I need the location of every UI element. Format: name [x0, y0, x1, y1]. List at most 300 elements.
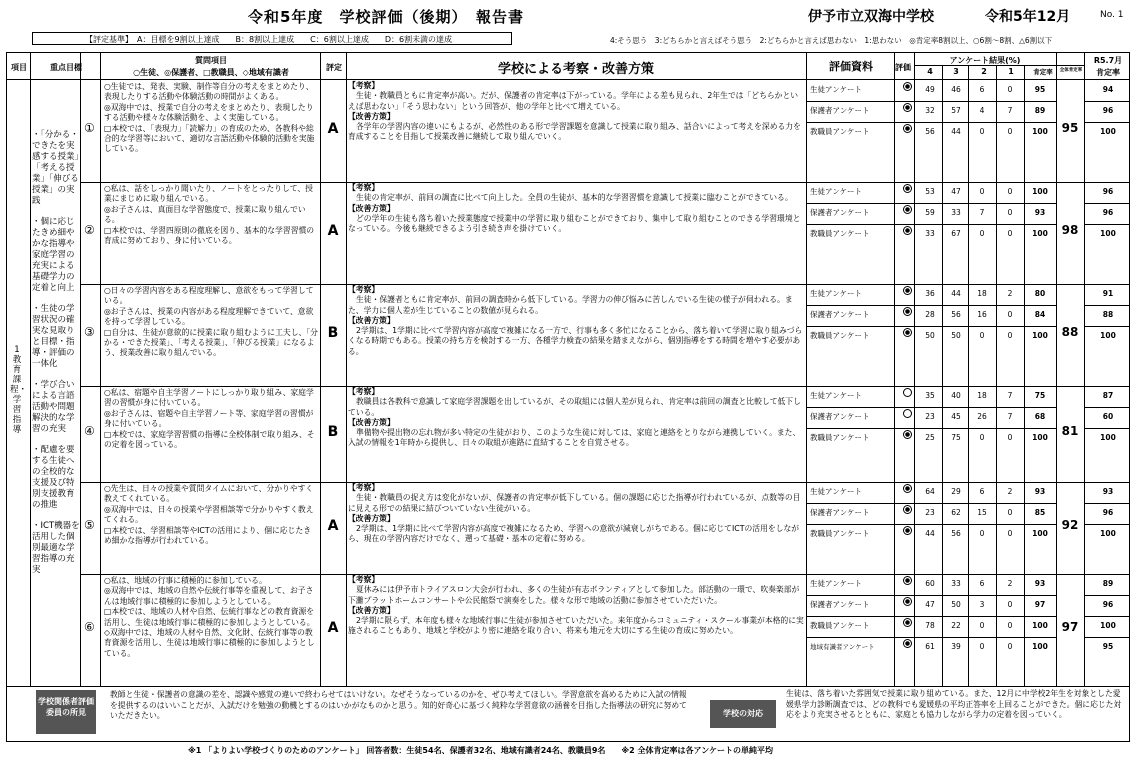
improvement-body: 各学年の学習内容の違いにもよるが、必然性のある形で学習課題を意識して授業に取り組み、話合いによって考えを深める力を育成することを目指して授業改善に継続して取り組んでいく。 — [348, 122, 801, 142]
col-material: 評価資料 — [829, 60, 873, 73]
survey-result-row — [810, 484, 1130, 500]
result-rate: 97 — [1034, 600, 1046, 609]
grid-line — [806, 52, 807, 686]
result-rate: 93 — [1034, 208, 1046, 217]
survey-result-row — [810, 618, 1130, 634]
grid-line — [996, 65, 997, 686]
result-v2: 6 — [979, 579, 985, 588]
col-rate: 肯定率 — [1033, 68, 1053, 76]
survey-item: ◎双海中では、日々の授業や学習相談等で分かりやすく教えてくれる。 — [104, 504, 314, 525]
result-v3: 75 — [951, 433, 961, 442]
result-v1: 0 — [1007, 621, 1013, 630]
col-eval: 評価 — [895, 63, 911, 72]
col-r5-rate: 肯定率 — [1096, 68, 1120, 77]
result-v1: 2 — [1007, 579, 1013, 588]
result-label: 保護者アンケート — [810, 208, 870, 217]
result-v4: 23 — [925, 508, 935, 517]
result-v2: 0 — [979, 529, 985, 538]
result-prev: 100 — [1100, 127, 1116, 136]
result-v4: 33 — [925, 229, 935, 238]
survey-item: ◎双海中では、地域の自然や伝統行事等を重視して、お子さんは地域行事に積極的に参加しようとしている。 — [104, 586, 314, 606]
grade-value: B — [327, 424, 339, 440]
improvement-heading: 【改善方策】 — [348, 315, 395, 325]
result-prev: 100 — [1100, 621, 1116, 630]
consideration-body: 夏休みには伊予市トライアスロン大会が行われ、多くの生徒が有志ボランティアとして参加した。部活動の一環で、吹奏楽部が下灘プラットホームコンサートや公民館祭で演奏をした。様々な形で地域の活動に参加させていただいた。 — [348, 585, 800, 605]
result-rate: 85 — [1034, 508, 1046, 517]
result-rate: 95 — [1034, 85, 1046, 94]
result-v2: 0 — [979, 331, 985, 340]
result-prev: 100 — [1100, 331, 1116, 340]
result-divider — [806, 616, 1056, 617]
school-response-label: 学校の対応 — [710, 700, 776, 728]
survey-items — [104, 184, 318, 246]
row-number: ⑤ — [84, 518, 95, 532]
survey-items — [104, 82, 318, 155]
consideration-body: 教職員は各教科で意識して家庭学習課題を出しているが、その取組には個人差が見られ、肯定率は前回の調査と比較して低下している。 — [348, 397, 801, 417]
result-v3: 45 — [951, 412, 961, 421]
survey-result-row — [810, 124, 1130, 140]
mark-circle-icon — [903, 184, 912, 193]
result-v2: 16 — [977, 310, 987, 319]
result-v4: 47 — [925, 600, 935, 609]
row-number: ② — [84, 223, 95, 237]
survey-item: □自分は、生徒が意欲的に授業に取り組むように工夫し、「分かる・できた授業」、「考える授業」、「伸びる授業」になるよう、授業改善に取り組んでいる。 — [104, 327, 318, 358]
result-prev: 87 — [1102, 391, 1114, 400]
survey-result-row — [810, 286, 1130, 302]
consideration-text — [348, 285, 804, 357]
mark-circle-icon — [903, 82, 912, 91]
result-v1: 0 — [1007, 642, 1013, 651]
result-v3: 67 — [951, 229, 961, 238]
mark-circle-icon — [903, 205, 912, 214]
result-divider — [1084, 637, 1130, 638]
result-label: 地域有識者アンケート — [810, 643, 875, 651]
consideration-text — [348, 387, 804, 449]
result-v4: 53 — [925, 187, 935, 196]
result-prev: 96 — [1102, 600, 1114, 609]
result-v1: 0 — [1007, 187, 1013, 196]
result-rate: 68 — [1034, 412, 1046, 421]
result-divider — [1084, 595, 1130, 596]
result-v4: 35 — [925, 391, 935, 400]
goal: ・学び合いによる言語活動や問題解決的な学習の充実 — [32, 380, 75, 434]
result-divider — [806, 326, 1056, 327]
survey-item: ○私は、話をしっかり聞いたり、ノートをとったりして、授業にまじめに取り組んでいる。 — [104, 184, 313, 204]
result-prev: 96 — [1102, 106, 1114, 115]
goals — [32, 130, 80, 586]
result-label: 教職員アンケート — [810, 331, 870, 340]
overall-rate: 97 — [1061, 620, 1079, 634]
result-rate: 93 — [1034, 579, 1046, 588]
col-3: 3 — [953, 67, 959, 76]
result-v3: 39 — [951, 642, 961, 651]
result-rate: 100 — [1032, 621, 1048, 630]
mark-circle-icon — [903, 430, 912, 439]
result-divider — [806, 305, 1056, 306]
mark-circle-icon — [903, 526, 912, 535]
result-v1: 0 — [1007, 229, 1013, 238]
consideration-body: 生徒・保護者ともに肯定率が、前回の調査時から低下している。学習力の伸び悩みに苦しんでいる生徒の様子が伺われる。また、学力に個人差が生じていることの数値が見られる。 — [348, 295, 793, 315]
result-divider — [1084, 524, 1130, 525]
result-v3: 33 — [951, 579, 961, 588]
result-prev: 91 — [1102, 289, 1114, 298]
result-v2: 18 — [977, 391, 987, 400]
goal: ・生徒の学習状況の確実な見取りと目標・指導・評価の一体化 — [32, 304, 75, 369]
result-divider — [1084, 101, 1130, 102]
result-label: 教職員アンケート — [810, 529, 870, 538]
result-label: 生徒アンケート — [810, 391, 863, 400]
result-prev: 96 — [1102, 187, 1114, 196]
col-item: 項目 — [11, 63, 27, 72]
result-v3: 56 — [951, 529, 961, 538]
result-label: 教職員アンケート — [810, 621, 870, 630]
mark-circle-icon — [903, 307, 912, 316]
result-v1: 0 — [1007, 508, 1013, 517]
col-survey: 質問項目 — [195, 56, 227, 65]
survey-item: ◎お子さんは、宿題や自主学習ノート等、家庭学習の習慣が身に付いている。 — [104, 408, 314, 429]
survey-item: ◎お子さんは、授業の内容がある程度理解できていて、意欲を持って学習している。 — [104, 306, 314, 327]
overall-rate: 88 — [1061, 325, 1079, 339]
grade-value: A — [327, 121, 339, 137]
survey-items — [104, 286, 318, 359]
col-total: 全体肯定率 — [1059, 68, 1083, 73]
survey-items — [104, 576, 318, 659]
result-v4: 61 — [925, 642, 935, 651]
consideration-text — [348, 183, 804, 234]
result-rate: 100 — [1032, 187, 1048, 196]
result-v2: 6 — [979, 487, 985, 496]
result-v1: 2 — [1007, 487, 1013, 496]
survey-result-row — [810, 307, 1130, 323]
result-v2: 0 — [979, 642, 985, 651]
result-v4: 56 — [925, 127, 935, 136]
result-rate: 100 — [1032, 642, 1048, 651]
result-rate: 75 — [1034, 391, 1046, 400]
survey-result-row — [810, 103, 1130, 119]
result-divider — [806, 503, 1056, 504]
mark-circle-icon — [903, 388, 912, 397]
result-v1: 7 — [1007, 412, 1013, 421]
survey-item: ○先生は、日々の授業や質問タイムにおいて、分かりやすく教えてくれている。 — [104, 484, 314, 504]
result-v4: 23 — [925, 412, 935, 421]
result-divider — [1084, 326, 1130, 327]
school-name: 伊予市立双海中学校 — [808, 9, 934, 25]
improvement-body: 2学期は、1学期に比べて学習内容が高度で複雑になる一方で、行事も多く多忙になることから、落ち着いて学習に取り組みづらくなる時期でもある。授業の持ち方を検討する一方、各種学力検査の結果を踏まえながら、個別指導をする時間を増やす必要がある。 — [348, 326, 803, 356]
result-divider — [806, 101, 1056, 102]
survey-result-row — [810, 526, 1130, 542]
result-v1: 0 — [1007, 127, 1013, 136]
col-4: 4 — [927, 67, 933, 76]
col-1: 1 — [1008, 67, 1014, 76]
result-label: 保護者アンケート — [810, 310, 870, 319]
item-label: 1 教育課程・学習指導 — [10, 345, 28, 435]
result-v1: 0 — [1007, 310, 1013, 319]
survey-result-row — [810, 205, 1130, 221]
result-v3: 44 — [951, 127, 961, 136]
result-v1: 7 — [1007, 106, 1013, 115]
survey-item: □本校では、学習四原則の徹底を図り、基本的な学習習慣の育成に努めており、身に付いている。 — [104, 225, 315, 246]
overall-rate: 95 — [1061, 121, 1079, 135]
result-divider — [1084, 407, 1130, 408]
survey-result-row — [810, 639, 1130, 655]
survey-items — [104, 484, 318, 546]
survey-item: ○私は、地域の行事に積極的に参加している。 — [104, 576, 267, 585]
result-v3: 47 — [951, 187, 961, 196]
result-v3: 40 — [951, 391, 961, 400]
consideration-text — [348, 483, 804, 545]
result-label: 生徒アンケート — [810, 487, 863, 496]
mark-circle-icon — [903, 103, 912, 112]
result-v3: 50 — [951, 600, 961, 609]
result-rate: 100 — [1032, 229, 1048, 238]
result-prev: 95 — [1102, 642, 1114, 651]
survey-result-row — [810, 184, 1130, 200]
result-v3: 50 — [951, 331, 961, 340]
footnote: ※1 「よりよい学校づくりのためのアンケート」 回答者数：生徒54名、保護者32名、地域有識者24名、教職員9名 ※2 全体肯定率は各アンケートの単純平均 — [188, 746, 774, 755]
result-prev: 93 — [1102, 487, 1114, 496]
mark-circle-icon — [903, 505, 912, 514]
mark-circle-icon — [903, 409, 912, 418]
result-v3: 22 — [951, 621, 961, 630]
row-number: ④ — [84, 424, 95, 438]
result-prev: 89 — [1102, 579, 1114, 588]
page-title: 令和5年度 学校評価（後期） 報告書 — [248, 8, 524, 26]
result-v4: 36 — [925, 289, 935, 298]
consideration-heading: 【考察】 — [348, 183, 380, 192]
grid-line — [80, 52, 81, 686]
result-prev: 96 — [1102, 508, 1114, 517]
survey-result-row — [810, 597, 1130, 613]
survey-result-row — [810, 328, 1130, 344]
goal: ・「分かる・できたを実感する授業」「考える授業」「伸びる授業」の実践 — [32, 130, 79, 206]
improvement-body: 2学期に限らず、本年度も様々な地域行事に生徒が参加させていただいた。来年度からコミュニティ・スクール事業が本格的に実施されることもあり、地域と学校がより密に連絡を取り合い、将来も地元を大切にする生徒の育成に努めたい。 — [348, 616, 804, 636]
result-v4: 78 — [925, 621, 935, 630]
row-number: ① — [84, 121, 95, 135]
result-v3: 33 — [951, 208, 961, 217]
school-response-text: 生徒は、落ち着いた雰囲気で授業に取り組めている。また、12月に中学校2年生を対象とした愛媛県学力診断調査では、どの教科でも愛媛県の平均正答率を上回ることができた。個に応じた対応をより充実させるとともに、家庭とも協力しながら学力の定着を図っていく。 — [786, 689, 1122, 719]
result-v3: 46 — [951, 85, 961, 94]
consideration-heading: 【考察】 — [348, 483, 380, 492]
improvement-heading: 【改善方策】 — [348, 513, 395, 523]
survey-result-row — [810, 388, 1130, 404]
result-divider — [1084, 305, 1130, 306]
improvement-heading: 【改善方策】 — [348, 111, 395, 121]
survey-item: □本校では、「表現力」「読解力」の育成のため、各教科や総合的な学習等において、適切な言語活動や体験的活動を実施している。 — [104, 123, 315, 154]
result-rate: 100 — [1032, 433, 1048, 442]
committee-text: 教師と生徒・保護者の意識の差を、認識や感覚の違いで終わらせてはいけない。なぜそうなっているのかを、ぜひ考えてほしい。学習意欲を高めるために入試の情報を提供するのはいいことだが、入試だけを勉強の動機とするのはいかがなものかと思う。知的好奇心に基づく純粋な学習意欲の涵養を目指した指導法の研究に努めていただきたい。 — [110, 690, 687, 720]
result-v3: 44 — [951, 289, 961, 298]
col-2: 2 — [981, 67, 987, 76]
result-divider — [806, 122, 1056, 123]
survey-item: ◎お子さんは、真面目な学習態度で、授業に取り組んでいる。 — [104, 204, 306, 225]
overall-rate: 81 — [1061, 424, 1079, 438]
improvement-heading: 【改善方策】 — [348, 605, 395, 615]
result-prev: 100 — [1100, 229, 1116, 238]
result-label: 生徒アンケート — [810, 85, 863, 94]
goal: ・配慮を要する生徒への全校的な支援及び特別支援教育の推進 — [32, 445, 75, 510]
mark-circle-icon — [903, 124, 912, 133]
result-v4: 64 — [925, 487, 935, 496]
result-v2: 0 — [979, 187, 985, 196]
result-divider — [1084, 428, 1130, 429]
result-v2: 7 — [979, 208, 985, 217]
result-divider — [1084, 224, 1130, 225]
overall-rate: 98 — [1061, 223, 1079, 237]
grid-line — [30, 52, 31, 686]
result-label: 保護者アンケート — [810, 106, 870, 115]
row-number: ③ — [84, 325, 95, 339]
grade-value: B — [327, 325, 339, 341]
result-v4: 44 — [925, 529, 935, 538]
consideration-text — [348, 575, 804, 637]
survey-result-row — [810, 505, 1130, 521]
result-prev: 100 — [1100, 529, 1116, 538]
result-rate: 100 — [1032, 127, 1048, 136]
result-v4: 32 — [925, 106, 935, 115]
result-prev: 88 — [1102, 310, 1114, 319]
result-label: 教職員アンケート — [810, 433, 870, 442]
result-divider — [1084, 203, 1130, 204]
result-divider — [806, 203, 1056, 204]
grid-line — [320, 52, 321, 686]
result-v2: 6 — [979, 85, 985, 94]
col-r5: R5.7月 — [1093, 56, 1123, 65]
improvement-heading: 【改善方策】 — [348, 203, 395, 213]
result-rate: 93 — [1034, 487, 1046, 496]
survey-item: □本校では、家庭学習習慣の指導に全校体制で取り組み、その定着を図っている。 — [104, 429, 315, 450]
survey-items — [104, 388, 318, 450]
result-v2: 0 — [979, 127, 985, 136]
overall-rate: 92 — [1061, 518, 1079, 532]
result-v1: 0 — [1007, 85, 1013, 94]
consideration-heading: 【考察】 — [348, 387, 380, 396]
report-date: 令和5年12月 — [985, 9, 1071, 25]
result-v1: 2 — [1007, 289, 1013, 298]
result-label: 教職員アンケート — [810, 229, 870, 238]
improvement-body: 準備物や提出物の忘れ物が多い特定の生徒がおり、このような生徒に対しては、家庭と連絡をとりながら連携していく。また、入試の情報を1年時から提供し、日々の取組が進路に直結することを自覚させる。 — [348, 428, 801, 448]
result-divider — [806, 595, 1056, 596]
result-v2: 4 — [979, 106, 985, 115]
result-v4: 25 — [925, 433, 935, 442]
result-rate: 80 — [1034, 289, 1046, 298]
grid-line — [346, 52, 347, 686]
mark-circle-icon — [903, 484, 912, 493]
result-v1: 7 — [1007, 391, 1013, 400]
result-v1: 0 — [1007, 331, 1013, 340]
mark-circle-icon — [903, 639, 912, 648]
criteria-box: 【評定基準】 A：目標を9割以上達成 B：8割以上達成 C：6割以上達成 D：6割未満の達成 — [32, 32, 512, 45]
consideration-body: 生徒の肯定率が、前回の調査に比べて向上した。全員の生徒が、基本的な学習習慣を意識して授業に臨むことができている。 — [356, 193, 793, 203]
survey-item: ○私は、宿題や自主学習ノートにしっかり取り組み、家庭学習の習慣が身に付いている。 — [104, 388, 314, 408]
legend: 4:そう思う 3:どちらかと言えばそう思う 2:どちらかと言えば思わない 1:思わない ◎肯定率8割以上、○6割～8割、△6割以下 — [610, 36, 1053, 45]
survey-result-row — [810, 576, 1130, 592]
survey-result-row — [810, 82, 1130, 98]
result-divider — [1084, 503, 1130, 504]
result-prev: 94 — [1102, 85, 1114, 94]
grid-line — [942, 65, 943, 686]
grid-line — [968, 65, 969, 686]
survey-item: □本校では、学習相談等やICTの活用により、個に応じたきめ細かな指導が行われている。 — [104, 525, 311, 546]
result-v2: 3 — [979, 600, 985, 609]
result-label: 保護者アンケート — [810, 508, 870, 517]
col-consideration: 学校による考察・改善方策 — [497, 62, 654, 77]
result-v3: 29 — [951, 487, 961, 496]
grid-line — [6, 686, 1130, 687]
result-v3: 62 — [951, 508, 961, 517]
grid-line — [1024, 65, 1025, 686]
consideration-body: 生徒・教職員の捉え方は変化がないが、保護者の肯定率が低下している。個の課題に応じた指導が行われているが、点数等の目に見える形での結果に結びついていない生徒がいる。 — [348, 493, 801, 513]
consideration-heading: 【考察】 — [348, 575, 380, 584]
result-v2: 26 — [977, 412, 987, 421]
survey-item: □本校では、地域の人材や自然、伝統行事などの教育資源を活用し、生徒は地域行事に積極的に参加しようとしている。 — [104, 607, 315, 627]
grid-line — [6, 79, 1130, 80]
result-label: 保護者アンケート — [810, 600, 870, 609]
result-v4: 60 — [925, 579, 935, 588]
page-number: No. 1 — [1100, 10, 1124, 20]
grid-line — [100, 52, 101, 686]
survey-item: ◇双海中では、地域の人材や自然、文化財、伝統行事等の教育資源を活用し、生徒は地域行事に積極的に参加しようとしている。 — [104, 628, 315, 658]
result-divider — [806, 407, 1056, 408]
result-rate: 89 — [1034, 106, 1046, 115]
improvement-heading: 【改善方策】 — [348, 417, 395, 427]
goal: ・ICT機器を活用した個別最適な学習指導の充実 — [32, 521, 80, 575]
mark-circle-icon — [903, 618, 912, 627]
grade-value: A — [327, 518, 339, 534]
result-v1: 0 — [1007, 433, 1013, 442]
result-divider — [806, 224, 1056, 225]
grade-value: A — [327, 223, 339, 239]
result-divider — [1084, 616, 1130, 617]
survey-result-row — [810, 409, 1130, 425]
result-v4: 28 — [925, 310, 935, 319]
col-survey-sub: ○生徒、◎保護者、□教職員、◇地域有識者 — [133, 68, 289, 77]
result-v2: 0 — [979, 229, 985, 238]
survey-item: ○生徒では、発表、実験、制作等自分の考えをまとめたり、表現したりする活動や体験活動の時間がよくある。 — [104, 82, 314, 102]
survey-result-row — [810, 430, 1130, 446]
mark-circle-icon — [903, 597, 912, 606]
result-v4: 49 — [925, 85, 935, 94]
result-v2: 0 — [979, 433, 985, 442]
result-rate: 100 — [1032, 331, 1048, 340]
survey-item: ◎双海中では、授業で自分の考えをまとめたり、表現したりする活動や様々な体験活動を、よく実施している。 — [104, 102, 314, 123]
grade-value: A — [327, 620, 339, 636]
result-v4: 59 — [925, 208, 935, 217]
consideration-text — [348, 81, 804, 143]
result-rate: 84 — [1034, 310, 1046, 319]
improvement-body: 2学期は、1学期に比べて学習内容が高度で複雑になるため、学習への意欲が減衰しがちである。個に応じてICTの活用をしながら、現在の学習内容だけでなく、遡って基礎・基本の定着に努める。 — [348, 524, 800, 544]
col-goal: 重点目標 — [50, 63, 82, 72]
result-label: 教職員アンケート — [810, 127, 870, 136]
result-prev: 100 — [1100, 433, 1116, 442]
col-results: アンケート結果(%) — [949, 56, 1021, 65]
result-prev: 96 — [1102, 208, 1114, 217]
col-grade: 評定 — [326, 63, 342, 72]
result-v3: 57 — [951, 106, 961, 115]
committee-label: 学校関係者評価委員の所見 — [36, 690, 96, 734]
consideration-body: 生徒・教職員ともに肯定率が高い。だが、保護者の肯定率は下がっている。学年による差も見られ、2年生では「どちらかといえば思わない」「そう思わない」という回答が、他の学年と比べて増えている。 — [348, 91, 799, 111]
mark-circle-icon — [903, 576, 912, 585]
consideration-heading: 【考察】 — [348, 81, 380, 90]
result-v1: 0 — [1007, 600, 1013, 609]
result-divider — [1084, 122, 1130, 123]
mark-circle-icon — [903, 226, 912, 235]
result-label: 保護者アンケート — [810, 412, 870, 421]
result-prev: 60 — [1102, 412, 1114, 421]
result-divider — [806, 428, 1056, 429]
result-v3: 56 — [951, 310, 961, 319]
survey-item: ○日々の学習内容をある程度理解し、意欲をもって学習している。 — [104, 286, 314, 306]
result-v2: 15 — [977, 508, 987, 517]
